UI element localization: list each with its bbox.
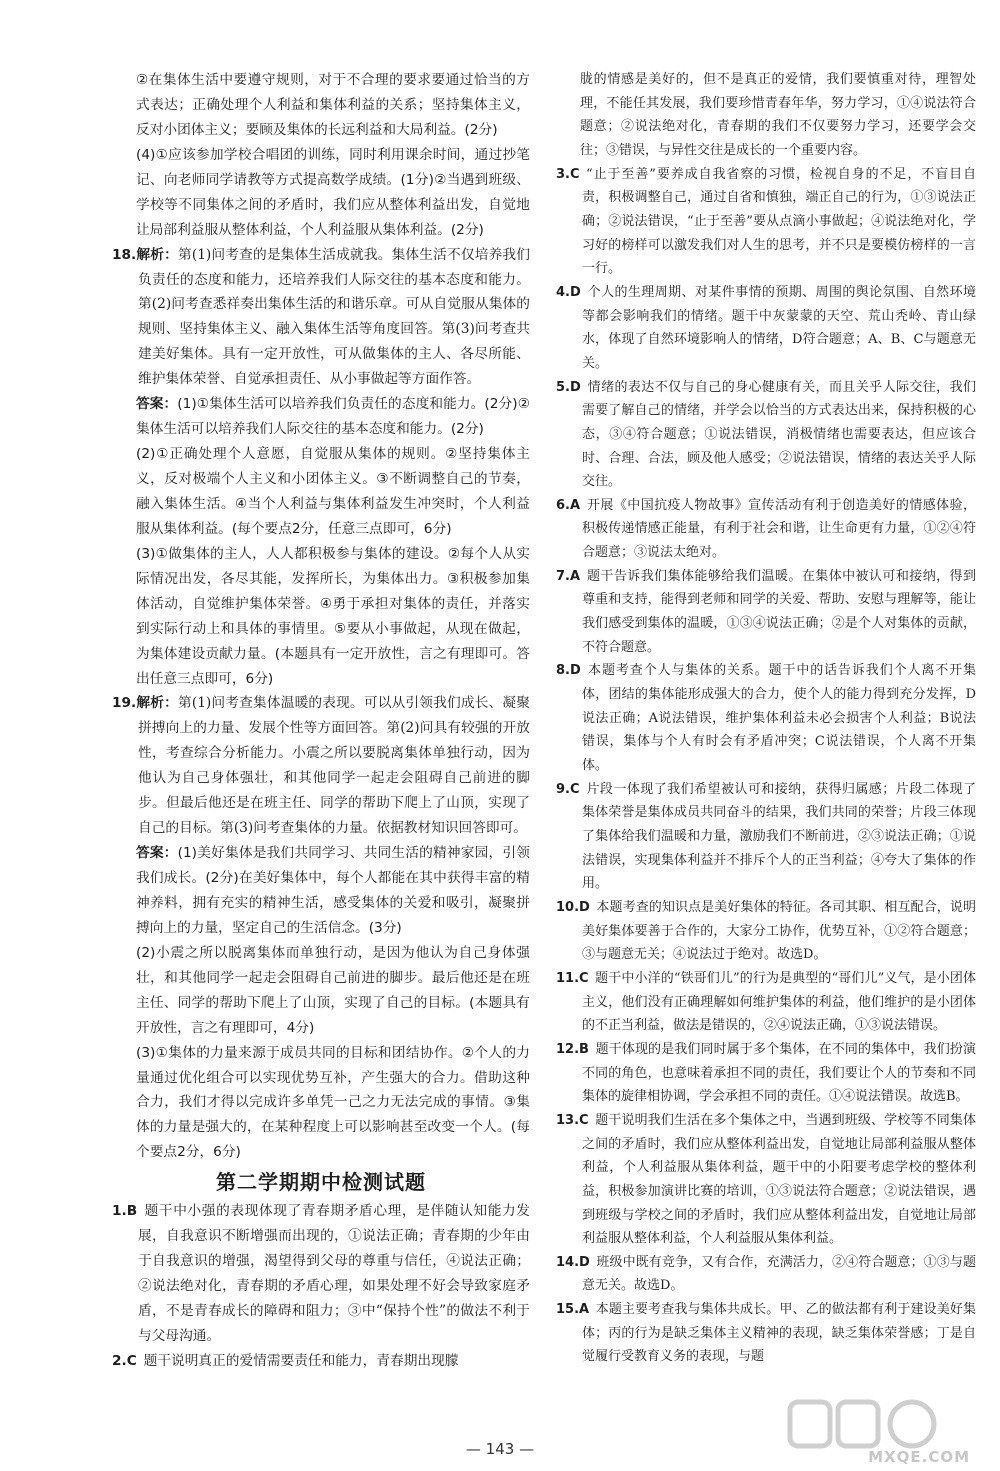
item-text: 第(1)问考查集体温暖的表现。可以从引领我们成长、凝聚拼搏向上的力量、发展个性等方面回答。第(2)问具有较强的开放性，考查综合分析能力。小震之所以要脱离集体单独行动，因为他认为自己身体强壮，和其他同学一起走会阻碍自己前进的脚步。但最后他还是在班主任、同学的帮助下爬上了山顶，实现了自己的目标。第(3)问考查集体的力量。依据教材知识回答即可。 bbox=[138, 695, 530, 837]
answer-item bbox=[556, 778, 976, 896]
left-column bbox=[112, 68, 530, 1374]
item-number: 12.B bbox=[556, 1041, 589, 1057]
analysis-label: 解析： bbox=[136, 695, 178, 712]
item-number: 2.C bbox=[112, 1352, 137, 1369]
answer-label: 答案： bbox=[136, 845, 178, 862]
watermark-text: MXQE.COM bbox=[868, 1448, 970, 1466]
item-number: 6.A bbox=[556, 497, 581, 513]
answer-text: (1)①集体生活可以培养我们负责任的态度和能力。(2分)②集体生活可以培养我们人际交往的基本态度和能力。(2分) bbox=[136, 396, 530, 438]
text-paragraph: (4)①应该参加学校合唱团的训练，同时利用课余时间，通过抄笔记、向老师同学请教等方式提高数学成绩。(1分)②当遇到班级、学校等不同集体之间的矛盾时，我们应从整体利益出发，自觉地让局部利益服从整体利益，个人利益服从集体利益。(2分) bbox=[136, 146, 530, 238]
item-text: 题干说明真正的爱情需要责任和能力，青春期出现朦 bbox=[143, 1352, 459, 1369]
item-text: 题干告诉我们集体能够给我们温暖。在集体中被认可和接纳，得到尊重和支持，能得到老师和同学的关爱、帮助、安慰与理解等，能让我们感受到集体的温暖，①③④说法正确；②是个人对集体的贡献，不符合题意。 bbox=[582, 568, 976, 655]
answer-item bbox=[556, 659, 976, 777]
item-number: 10.D bbox=[556, 899, 590, 915]
right-column bbox=[556, 68, 976, 1369]
answer-item bbox=[556, 163, 976, 281]
item-number: 1.B bbox=[112, 1203, 138, 1220]
answer-item bbox=[556, 376, 976, 494]
answer-item bbox=[112, 1349, 530, 1374]
item-number: 8.D bbox=[556, 663, 581, 679]
item-text: 个人的生理周期、对某件事情的预期、周围的舆论氛围、自然环境等都会影响我们的情绪。题干中灰蒙蒙的天空、荒山秃岭、青山绿水，体现了自然环境影响人的情绪，D符合题意；A、B、C与题意无关。 bbox=[582, 284, 976, 371]
answer-item bbox=[112, 243, 530, 393]
text-paragraph: ②在集体生活中要遵守规则，对于不合理的要求要通过恰当的方式表达；正确处理个人利益和集体利益的关系；坚持集体主义，反对小团体主义；要顾及集体的长远利益和大局利益。(2分) bbox=[136, 72, 530, 138]
item-text: 本题考查的知识点是美好集体的特征。各司其职、相互配合，说明美好集体要善于合作的，大家分工协作，优势互补，①②符合题意；③与题意无关；④说法过于绝对。故选D。 bbox=[582, 899, 976, 963]
item-text: “止于至善”要养成自我省察的习惯，检视自身的不足，不盲目自责，积极调整自己，通过自省和慎独，端正自己的行为，①③说法正确；②说法错误，“止于至善”要从点滴小事做起；④说法绝对化，学习好的榜样可以激发我们对人生的思考，并不只是要模仿榜样的一言一行。 bbox=[582, 166, 976, 277]
text-paragraph: (3)①做集体的主人，人人都积极参与集体的建设。②每个人从实际情况出发，各尽其能，发挥所长，为集体出力。③积极参加集体活动，自觉维护集体荣誉。④勇于承担对集体的责任，并落实到实际行动上和具体的事情里。⑤要从小事做起，从现在做起，为集体建设贡献力量。(本题具有一定开放性，言之有理即可。答出任意三点即可，6分) bbox=[136, 545, 530, 687]
item-text: 第(1)问考查的是集体生活成就我。集体生活不仅培养我们负责任的态度和能力，还培养我们人际交往的基本态度和能力。第(2)问考查悉祥奏出集体生活的和谐乐章。可从自觉服从集体的规则、坚持集体主义、融入集体生活等角度回答。第(3)问考查共建美好集体。具有一定开放性，可从做集体的主人、各尽所能、维护集体荣誉、自觉承担责任、从小事做起等方面作答。 bbox=[138, 246, 530, 388]
item-text: 题干体现的是我们同时属于多个集体，在不同的集体中，我们扮演不同的角色，也意味着承担不同的责任，我们要让个人的节奏和不同集体的旋律相协调，学会承担不同的责任。①④说法错误。故选B。 bbox=[582, 1041, 976, 1105]
answer-item bbox=[556, 494, 976, 565]
answer-item bbox=[556, 1038, 976, 1109]
text-paragraph: 胧的情感是美好的，但不是真正的爱情，我们要慎重对待，理智处理，不能任其发展，我们要珍惜青春年华，努力学习，①④说法符合题意；②说法绝对化，青春期的我们不仅要努力学习，还要学会交往；③错误，与异性交往是成长的一个重要内容。 bbox=[580, 72, 976, 158]
item-number: 15.A bbox=[556, 1302, 590, 1318]
item-text: 片段一体现了我们希望被认可和接纳，获得归属感；片段二体现了集体荣誉是集体成员共同奋斗的结果，我们共同的荣誉；片段三体现了集体给我们温暖和力量，激励我们不断前进，②③说法正确；①说法错误，实现集体利益并不排斥个人的正当利益；④夸大了集体的作用。 bbox=[582, 781, 976, 892]
answer-item bbox=[112, 1199, 530, 1349]
item-text: 题干说明我们生活在多个集体之中，当遇到班级、学校等不同集体之间的矛盾时，我们应从整体利益出发，自觉地让局部利益服从整体利益，个人利益服从集体利益，题干中的小阳要考虑学校的整体利益，积极参加演讲比赛的培训，①③说法符合题意；②说法错误，遇到班级与学校之间的矛盾时，我们应从整体利益出发，自觉地让局部利益服从整体利益，个人利益服从集体利益。 bbox=[582, 1112, 976, 1247]
item-number: 14.D bbox=[556, 1254, 590, 1270]
item-number: 3.C bbox=[556, 166, 580, 182]
answer-item bbox=[556, 896, 976, 967]
answer-paragraph bbox=[112, 841, 530, 941]
text-paragraph: (2)①正确处理个人意愿，自觉服从集体的规则。②坚持集体主义，反对极端个人主义和小团体主义。③不断调整自己的节奏，融入集体生活。④当个人利益与集体利益发生冲突时，个人利益服从集体利益。(每个要点2分，任意三点即可，6分) bbox=[136, 446, 530, 537]
answer-label: 答案： bbox=[136, 396, 178, 413]
item-text: 题干中小强的表现体现了青春期矛盾心理，是伴随认知能力发展，自我意识不断增强而出现的，①说法正确；青春期的少年由于自我意识的增强，渴望得到父母的尊重与信任，④说法正确；②说法绝对化，青春期的矛盾心理，如果处理不好会导致家庭矛盾，不是青春成长的障碍和阻力；③中“保持个性”的做法不利于与父母沟通。 bbox=[138, 1203, 530, 1344]
item-text: 开展《中国抗疫人物故事》宣传活动有利于创造美好的情感体验，积极传递情感正能量，有利于社会和谐，让生命更有力量，①②④符合题意；③说法太绝对。 bbox=[582, 497, 976, 561]
answer-item bbox=[556, 1109, 976, 1251]
item-number: 7.A bbox=[556, 568, 581, 584]
item-text: 班级中既有竞争，又有合作，充满活力，②④符合题意；①③与题意无关。故选D。 bbox=[582, 1254, 976, 1294]
item-number: 18. bbox=[112, 246, 137, 263]
answer-text: (1)美好集体是我们共同学习、共同生活的精神家园，引领我们成长。(2分)在美好集体中，每个人都能在其中获得丰富的精神养料，拥有充实的精神生活，感受集体的关爱和吸引，凝聚拼搏向上的力量，坚定自己的生活信念。(3分) bbox=[136, 845, 530, 936]
item-number: 11.C bbox=[556, 970, 589, 986]
text-paragraph: (3)①集体的力量来源于成员共同的目标和团结协作。②个人的力量通过优化组合可以实现优势互补，产生强大的合力。借助这种合力，我们才得以完成许多单凭一己之力无法完成的事情。③集体的力量是强大的，在某种程度上可以影响甚至改变一个人。(每个要点2分，6分) bbox=[136, 1044, 530, 1161]
answer-item bbox=[556, 1298, 976, 1369]
text-paragraph: (2)小震之所以脱离集体而单独行动，是因为他认为自己身体强壮，和其他同学一起走会阻碍自己前进的脚步。最后他还是在班主任、同学的帮助下爬上了山顶，实现了自己的目标。(本题具有开放性，言之有理即可，4分) bbox=[136, 944, 530, 1036]
item-text: 本题主要考查我与集体共成长。甲、乙的做法都有利于建设美好集体；丙的行为是缺乏集体主义精神的表现，缺乏集体荣誉感；丁是自觉履行受教育义务的表现，与题 bbox=[582, 1302, 976, 1365]
answer-item bbox=[556, 565, 976, 660]
answer-item bbox=[556, 281, 976, 376]
item-number: 5.D bbox=[556, 379, 581, 395]
answer-paragraph bbox=[112, 392, 530, 442]
item-number: 19. bbox=[112, 695, 137, 712]
answer-item bbox=[556, 967, 976, 1038]
item-text: 题干中小洋的“铁哥们儿”的行为是典型的“哥们儿”义气，是小团体主义，他们没有正确理解如何维护集体的利益，他们维护的是小团体的不正当利益，做法是错误的，②④说法正确，①③说法错误。 bbox=[582, 970, 976, 1034]
item-text: 情绪的表达不仅与自己的身心健康有关，而且关乎人际交往，我们需要了解自己的情绪，并学会以恰当的方式表达出来，保持积极的心态，③④符合题意；①说法错误，消极情绪也需要表达，但应该合时、合理、合法，顾及他人感受；②说法错误，情绪的表达关乎人际交往。 bbox=[582, 379, 976, 490]
page-number: — 143 — bbox=[465, 1440, 535, 1458]
answer-item bbox=[556, 1251, 976, 1298]
item-number: 4.D bbox=[556, 284, 581, 300]
analysis-label: 解析： bbox=[136, 246, 178, 263]
item-number: 9.C bbox=[556, 781, 580, 797]
item-number: 13.C bbox=[556, 1112, 589, 1128]
section-title: 第二学期期中检测试题 bbox=[216, 1170, 426, 1195]
answer-item bbox=[112, 691, 530, 841]
item-text: 本题考查个人与集体的关系。题干中的话告诉我们个人离不开集体，团结的集体能形成强大的合力，使个人的能力得到充分发挥，D说法正确；A说法错误，维护集体利益未必会损害个人利益；B说法错误，集体与个人有时会有矛盾冲突；C说法错误，个人离不开集体。 bbox=[582, 663, 976, 774]
